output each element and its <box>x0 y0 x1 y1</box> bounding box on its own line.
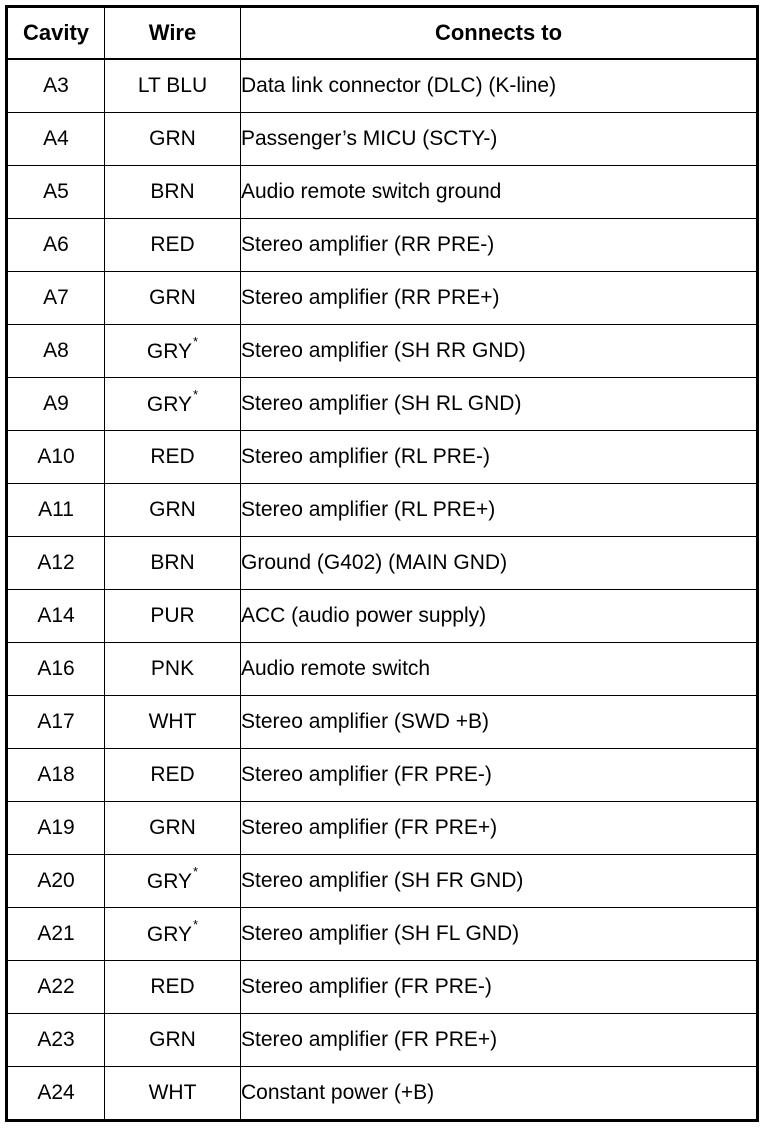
wire-color-label: GRN <box>149 816 196 839</box>
wire-cell <box>105 1014 241 1067</box>
wire-cell <box>105 59 241 113</box>
wire-color-label: GRN <box>149 127 196 150</box>
wire-cell <box>105 484 241 537</box>
connects-to-cell: Constant power (+B) <box>241 1067 758 1121</box>
table-row <box>7 166 758 219</box>
header-wire: Wire <box>105 7 241 60</box>
wire-cell <box>105 696 241 749</box>
connects-to-cell: Stereo amplifier (RL PRE-) <box>241 431 758 484</box>
wire-color-label: GRN <box>149 498 196 521</box>
cavity-cell: A16 <box>7 643 105 696</box>
wire-cell <box>105 590 241 643</box>
wire-cell <box>105 113 241 166</box>
wire-color-label: BRN <box>150 551 195 574</box>
cavity-cell: A18 <box>7 749 105 802</box>
connects-to-cell: Stereo amplifier (SH RR GND) <box>241 325 758 378</box>
wire-color-label: GRN <box>149 286 196 309</box>
wire-color-label: RED <box>150 975 195 998</box>
wire-cell <box>105 643 241 696</box>
table-row <box>7 855 758 908</box>
wire-color-label: BRN <box>150 180 195 203</box>
connects-to-cell: Stereo amplifier (SH FL GND) <box>241 908 758 961</box>
cavity-cell: A14 <box>7 590 105 643</box>
wire-cell <box>105 802 241 855</box>
footnote-marker: * <box>193 387 199 402</box>
table-row <box>7 908 758 961</box>
wire-color-label: RED <box>150 445 195 468</box>
table-row <box>7 590 758 643</box>
wire-color-label: GRN <box>149 1028 196 1051</box>
wire-color-label: RED <box>150 233 195 256</box>
header-row <box>7 7 758 60</box>
cavity-cell: A22 <box>7 961 105 1014</box>
wire-cell <box>105 855 241 908</box>
wire-cell <box>105 961 241 1014</box>
cavity-cell: A8 <box>7 325 105 378</box>
footnote-marker: * <box>193 864 199 879</box>
table-row <box>7 537 758 590</box>
table-row <box>7 59 758 113</box>
wire-cell <box>105 325 241 378</box>
cavity-cell: A20 <box>7 855 105 908</box>
wire-cell <box>105 749 241 802</box>
table-row <box>7 696 758 749</box>
wire-cell <box>105 219 241 272</box>
connects-to-cell: ACC (audio power supply) <box>241 590 758 643</box>
connects-to-cell: Stereo amplifier (SH RL GND) <box>241 378 758 431</box>
cavity-cell: A3 <box>7 59 105 113</box>
cavity-cell: A7 <box>7 272 105 325</box>
table-row <box>7 431 758 484</box>
connects-to-cell: Stereo amplifier (SH FR GND) <box>241 855 758 908</box>
connects-to-cell: Stereo amplifier (FR PRE+) <box>241 802 758 855</box>
wire-cell <box>105 908 241 961</box>
table-header <box>7 7 758 60</box>
connects-to-cell: Ground (G402) (MAIN GND) <box>241 537 758 590</box>
wire-cell <box>105 1067 241 1121</box>
connects-to-cell: Stereo amplifier (RL PRE+) <box>241 484 758 537</box>
wire-color-label: LT BLU <box>137 74 208 97</box>
connects-to-cell: Stereo amplifier (SWD +B) <box>241 696 758 749</box>
connector-pinout-table <box>5 5 759 1122</box>
cavity-cell: A17 <box>7 696 105 749</box>
wire-color-label: GRY <box>146 393 193 416</box>
wire-color-label: PUR <box>150 604 195 627</box>
wire-color-label: WHT <box>148 710 197 733</box>
table-row <box>7 961 758 1014</box>
cavity-cell: A6 <box>7 219 105 272</box>
cavity-cell: A23 <box>7 1014 105 1067</box>
cavity-cell: A11 <box>7 484 105 537</box>
connects-to-cell: Audio remote switch <box>241 643 758 696</box>
wire-cell <box>105 378 241 431</box>
document-page <box>5 5 759 1122</box>
table-row <box>7 113 758 166</box>
cavity-cell: A9 <box>7 378 105 431</box>
wire-color-label: RED <box>150 763 195 786</box>
connects-to-cell: Stereo amplifier (FR PRE+) <box>241 1014 758 1067</box>
connects-to-cell: Stereo amplifier (FR PRE-) <box>241 749 758 802</box>
table-row <box>7 802 758 855</box>
connects-to-cell: Passenger’s MICU (SCTY-) <box>241 113 758 166</box>
cavity-cell: A24 <box>7 1067 105 1121</box>
table-row <box>7 272 758 325</box>
table-row <box>7 484 758 537</box>
wire-cell <box>105 537 241 590</box>
table-row <box>7 325 758 378</box>
connects-to-cell: Stereo amplifier (RR PRE+) <box>241 272 758 325</box>
table-row <box>7 1014 758 1067</box>
table-row <box>7 643 758 696</box>
cavity-cell: A19 <box>7 802 105 855</box>
table-row <box>7 378 758 431</box>
cavity-cell: A12 <box>7 537 105 590</box>
connects-to-cell: Stereo amplifier (RR PRE-) <box>241 219 758 272</box>
wire-color-label: GRY <box>146 870 193 893</box>
cavity-cell: A21 <box>7 908 105 961</box>
wire-color-label: WHT <box>148 1081 197 1104</box>
table-body <box>7 59 758 1121</box>
wire-cell <box>105 166 241 219</box>
wire-color-label: GRY <box>146 923 193 946</box>
table-row <box>7 219 758 272</box>
header-cavity: Cavity <box>7 7 105 60</box>
connects-to-cell: Audio remote switch ground <box>241 166 758 219</box>
wire-color-label: PNK <box>150 657 195 680</box>
table-row <box>7 1067 758 1121</box>
footnote-marker: * <box>193 917 199 932</box>
wire-color-label: GRY <box>146 340 193 363</box>
cavity-cell: A4 <box>7 113 105 166</box>
connects-to-cell: Stereo amplifier (FR PRE-) <box>241 961 758 1014</box>
table-row <box>7 749 758 802</box>
footnote-marker: * <box>193 334 199 349</box>
wire-cell <box>105 431 241 484</box>
connects-to-cell: Data link connector (DLC) (K-line) <box>241 59 758 113</box>
cavity-cell: A5 <box>7 166 105 219</box>
cavity-cell: A10 <box>7 431 105 484</box>
wire-cell <box>105 272 241 325</box>
header-connects-to: Connects to <box>241 7 758 60</box>
